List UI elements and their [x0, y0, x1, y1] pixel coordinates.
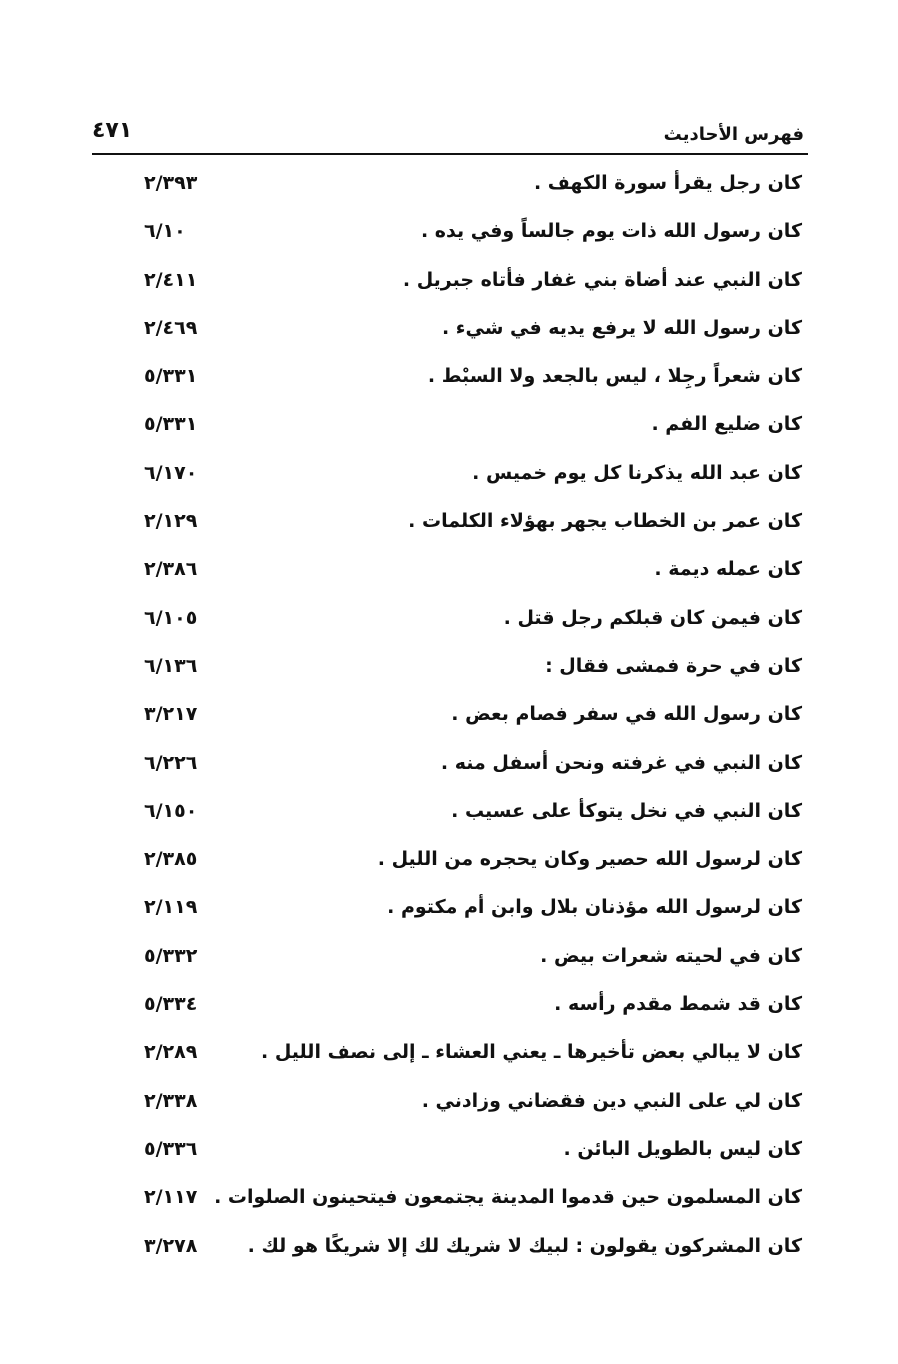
- index-entry: [92, 1128, 808, 1176]
- index-entry: [92, 500, 808, 548]
- page-header: [92, 118, 808, 152]
- page-number: ٤٧١: [92, 118, 133, 143]
- volume-page-ref: ٦/١٧٠: [144, 461, 198, 484]
- volume-page-ref: ٢/٤٦٩: [144, 316, 198, 339]
- hadith-text: كان فيمن كان قبلكم رجل قتل .: [503, 606, 802, 629]
- hadith-text: كان رجل يقرأ سورة الكهف .: [533, 172, 802, 194]
- hadith-text: كان لرسول الله مؤذنان بلال وابن أم مكتوم .: [387, 896, 802, 919]
- volume-page-ref: ٢/٤١١: [144, 268, 198, 291]
- hadith-text: كان النبي عند أضاة بني غفار فأتاه جبريل .: [402, 268, 802, 291]
- index-entry: [92, 597, 808, 645]
- index-entry: [92, 935, 808, 983]
- index-entry: [92, 983, 808, 1031]
- hadith-text: كان رسول الله في سفر فصام بعض .: [451, 703, 802, 726]
- index-entry: [92, 693, 808, 741]
- volume-page-ref: ٢/١٢٩: [144, 510, 198, 533]
- hadith-text: كان المسلمون حين قدموا المدينة يجتمعون فيتحينون الصلوات .: [214, 1186, 802, 1209]
- index-entry: [92, 307, 808, 355]
- volume-page-ref: ٢/٣٨٦: [144, 558, 198, 581]
- index-entry: [92, 162, 808, 210]
- volume-page-ref: ٢/٢٨٩: [144, 1041, 198, 1064]
- hadith-text: كان لي على النبي دين فقضاني وزادني .: [421, 1089, 802, 1112]
- index-entry: [92, 838, 808, 886]
- hadith-text: كان ضليع الفم .: [651, 413, 802, 436]
- volume-page-ref: ٥/٣٣١: [144, 413, 198, 436]
- hadith-text: كان لا يبالي بعض تأخيرها ـ يعني العشاء ـ إلى نصف الليل .: [261, 1041, 802, 1064]
- hadith-text: كان في حرة فمشى فقال :: [545, 654, 802, 677]
- index-entry: [92, 742, 808, 790]
- hadith-text: كان النبي في نخل يتوكأ على عسيب .: [451, 799, 802, 822]
- index-entry: [92, 210, 808, 258]
- volume-page-ref: ٦/١٠: [144, 220, 186, 243]
- index-entry: [92, 1080, 808, 1128]
- volume-page-ref: ٦/١٣٦: [144, 654, 198, 677]
- hadith-text: كان رسول الله لا يرفع يديه في شيء .: [441, 316, 802, 339]
- hadith-text: كان في لحيته شعرات بيض .: [540, 944, 802, 967]
- index-entry: [92, 355, 808, 403]
- volume-page-ref: ٢/١١٧: [144, 1186, 198, 1209]
- hadith-text: كان عبد الله يذكرنا كل يوم خميس .: [472, 461, 802, 484]
- volume-page-ref: ٢/٣٣٨: [144, 1089, 198, 1112]
- hadith-index-list: [92, 162, 808, 1273]
- index-entry: [92, 886, 808, 934]
- index-entry: [92, 259, 808, 307]
- volume-page-ref: ٥/٣٣١: [144, 365, 198, 388]
- volume-page-ref: ٣/٢١٧: [144, 703, 198, 726]
- hadith-text: كان عمر بن الخطاب يجهر بهؤلاء الكلمات .: [408, 510, 802, 533]
- header-rule: [92, 153, 808, 155]
- volume-page-ref: ٥/٣٣٤: [144, 993, 198, 1016]
- volume-page-ref: ٢/١١٩: [144, 896, 198, 919]
- volume-page-ref: ٦/١٠٥: [144, 606, 198, 629]
- volume-page-ref: ٦/٢٢٦: [144, 751, 198, 774]
- index-entry: [92, 548, 808, 596]
- index-entry: [92, 403, 808, 451]
- hadith-text: كان رسول الله ذات يوم جالساً وفي يده .: [420, 220, 802, 243]
- volume-page-ref: ٥/٣٣٦: [144, 1137, 198, 1160]
- index-entry: [92, 452, 808, 500]
- index-entry: [92, 1031, 808, 1079]
- index-entry: [92, 1225, 808, 1273]
- hadith-text: كان شعراً رجِلا ، ليس بالجعد ولا السبْط .: [427, 365, 802, 388]
- hadith-text: كان عمله ديمة .: [654, 558, 802, 581]
- hadith-text: كان المشركون يقولون : لبيك لا شريك لك إلا شريكًا هو لك .: [247, 1234, 802, 1257]
- hadith-text: كان ليس بالطويل البائن .: [563, 1137, 802, 1160]
- index-entry: [92, 790, 808, 838]
- hadith-text: كان لرسول الله حصير وكان يحجره من الليل .: [377, 848, 802, 871]
- index-entry: [92, 1176, 808, 1224]
- volume-page-ref: ٥/٣٣٢: [144, 944, 198, 967]
- volume-page-ref: ٢/٣٩٣: [144, 172, 198, 194]
- volume-page-ref: ٢/٣٨٥: [144, 848, 198, 871]
- index-entry: [92, 645, 808, 693]
- hadith-text: كان النبي في غرفته ونحن أسفل منه .: [440, 751, 802, 774]
- hadith-text: كان قد شمط مقدم رأسه .: [554, 993, 802, 1016]
- volume-page-ref: ٦/١٥٠: [144, 799, 198, 822]
- volume-page-ref: ٣/٢٧٨: [144, 1234, 198, 1257]
- index-title: فهرس الأحاديث: [663, 124, 804, 145]
